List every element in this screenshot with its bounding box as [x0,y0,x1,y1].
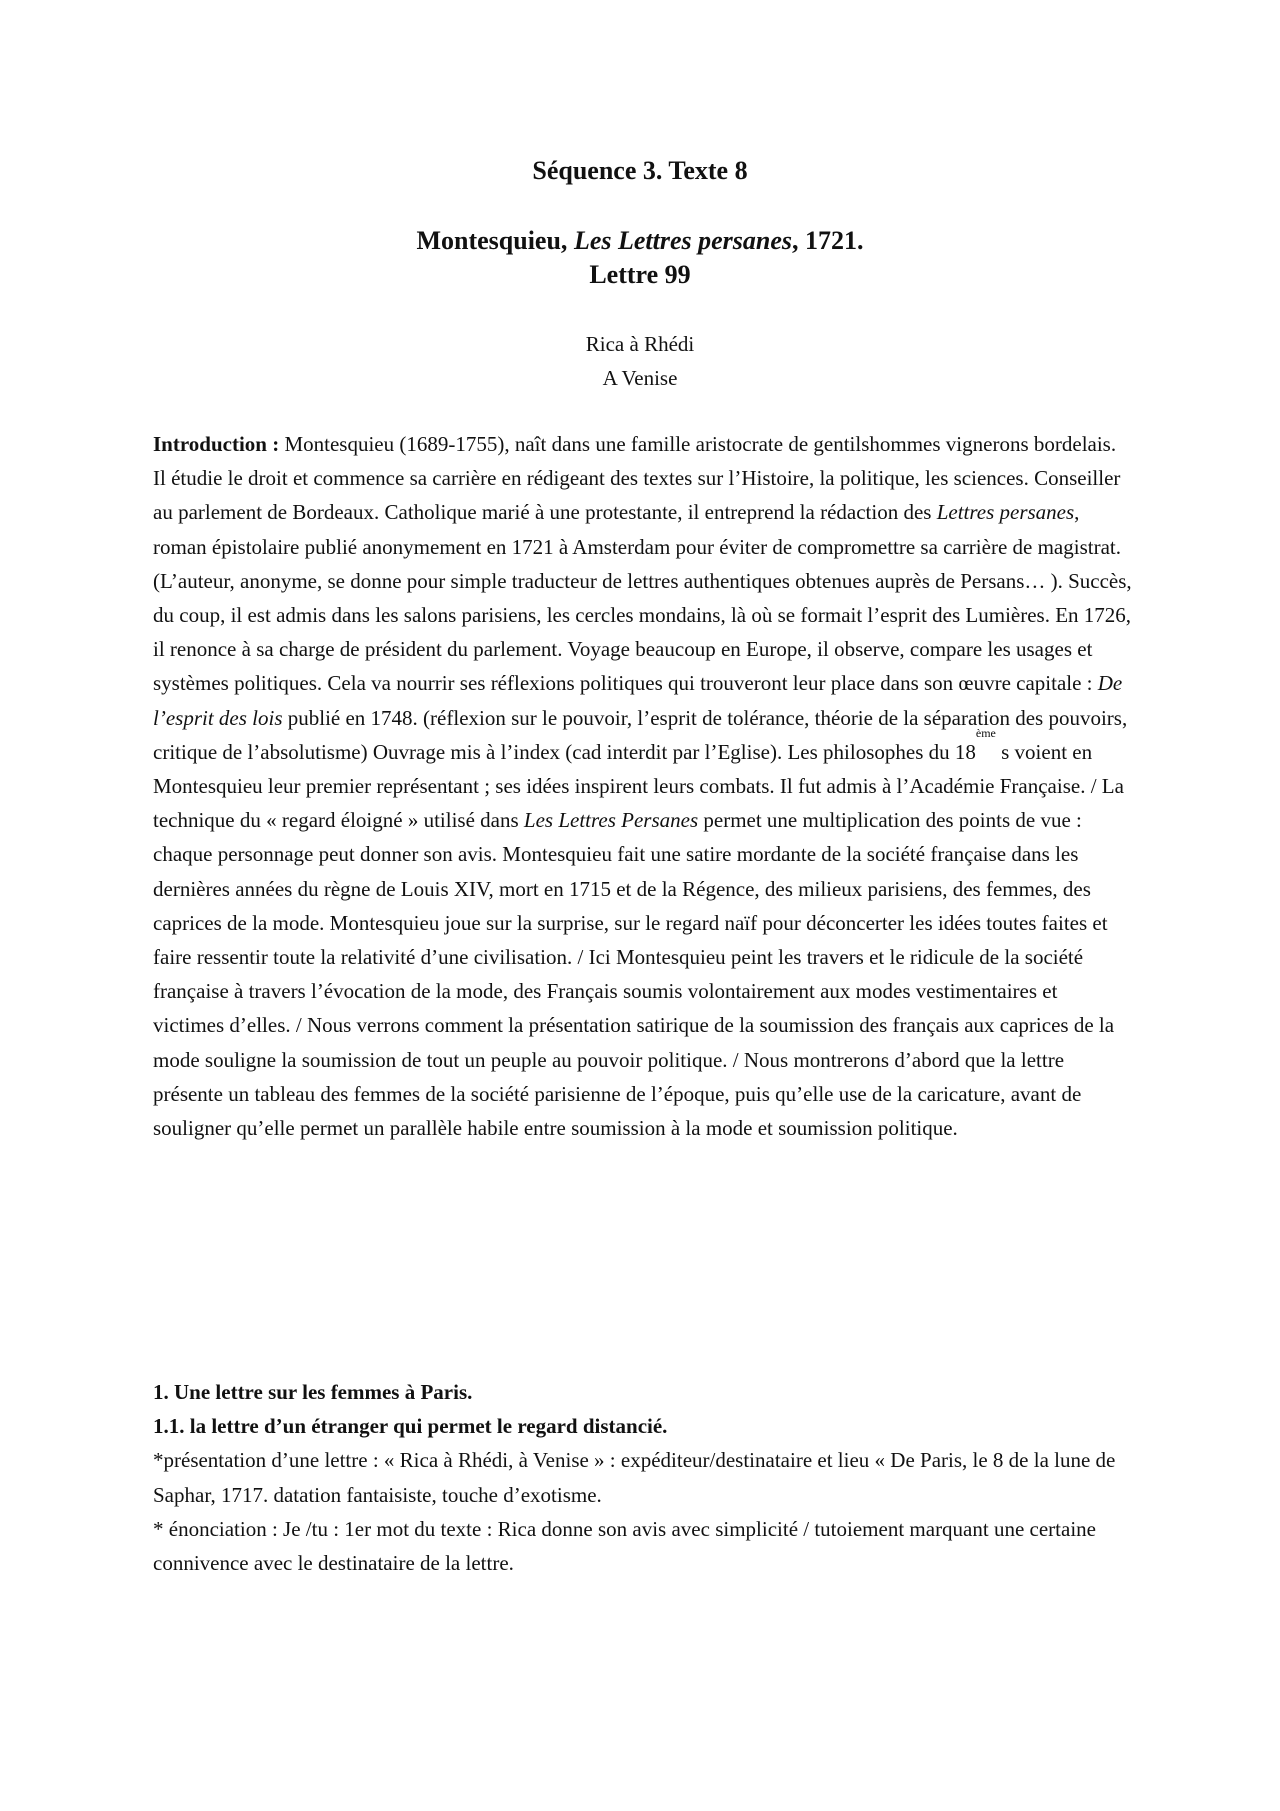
intro-italic-2: De l’esprit des lois [153,671,1123,730]
section-1 [153,1375,1133,1580]
letter-number-heading: Lettre 99 [589,260,691,289]
publication-year: , 1721. [792,226,864,255]
introduction-label: Introduction : [153,432,280,456]
work-title: Les Lettres persanes [573,226,793,255]
century-superscript: ème [975,725,996,740]
intro-italic-3: Les Lettres Persanes [523,808,699,833]
introduction-paragraph [153,427,1133,1145]
intro-text-1: Montesquieu (1689-1755), naît dans une famille aristocrate de gentilshommes vignerons bordelais. Il étudie le droit et commence sa carrière en rédigeant des textes sur l’Histoire, la politique, les sciences. Conseiller au parlement de Bordeaux. Catholique marié à une protestante, il entreprend la rédaction des [153,432,1121,525]
section-1-line-1: *présentation d’une lettre : « Rica à Rhédi, à Venise » : expéditeur/destinataire et lieu « De Paris, le 8 de la lune de Saphar, 1717. datation fantaisiste, touche d’exotisme. [153,1448,1116,1507]
author-name: Montesquieu, [416,226,574,255]
sequence-heading: Séquence 3. Texte 8 [532,156,748,185]
intro-text-3: publié en 1748. (réflexion sur le pouvoir, l’esprit de tolérance, théorie de la séparation des pouvoirs, critique de l’absolutisme) Ouvrage mis à l’index (cad interdit par l’Eglise). Les philosophes du 18 [153,705,1128,764]
work-title-heading [0,224,1280,258]
intro-text-5: permet une multiplication des points de vue : chaque personnage peut donner son avis. Montesquieu fait une satire mordante de la société française dans les dernières années du règne de Louis XIV, mort en 1715 et de la Régence, des milieux parisiens, des femmes, des caprices de la mode. Montesquieu joue sur la surprise, sur le regard naïf pour déconcerter les idées toutes faites et faire ressentir toute la relativité d’une civilisation. / Ici Montesquieu peint les travers et le ridicule de la société française à travers l’évocation de la mode, des Français soumis volontairement aux modes vestimentaires et victimes d’elles. / Nous verrons comment la présentation satirique de la soumission des français aux caprices de la mode souligne la soumission de tout un peuple au pouvoir politique. / Nous montrerons d’abord que la lettre présente un tableau des femmes de la société parisienne de l’époque, puis qu’elle use de la caricature, avant de souligner qu’elle permet un parallèle habile entre soumission à la mode et soumission politique. [153,808,1115,1141]
letter-place: A Venise [602,366,678,390]
intro-text-4: s voient en Montesquieu leur premier représentant ; ses idées inspirent leurs combats. Il fut admis à l’Académie Française. / La technique du « regard éloigné » utilisé dans [153,739,1124,833]
intro-italic-1: Lettres persanes [936,500,1075,525]
intro-text-2: , roman épistolaire publié anonymement en 1721 à Amsterdam pour éviter de compromettre sa carrière de magistrat. (L’auteur, anonyme, se donne pour simple traducteur de lettres authentiques obtenues auprès de Persans… ). Succès, du coup, il est admis dans les salons parisiens, les cercles mondains, là où se formait l’esprit des Lumières. En 1726, il renonce à sa charge de président du parlement. Voyage beaucoup en Europe, il observe, compare les usages et systèmes politiques. Cela va nourrir ses réflexions politiques qui trouveront leur place dans son œuvre capitale : [153,500,1132,696]
section-1-heading: 1. Une lettre sur les femmes à Paris. [153,1380,473,1404]
section-1-1-subheading: 1.1. la lettre d’un étranger qui permet le regard distancié. [153,1414,668,1439]
letter-from-to: Rica à Rhédi [585,332,695,356]
section-1-line-2: * énonciation : Je /tu : 1er mot du texte : Rica donne son avis avec simplicité / tutoiement marquant une certaine connivence avec le destinataire de la lettre. [153,1516,1096,1576]
